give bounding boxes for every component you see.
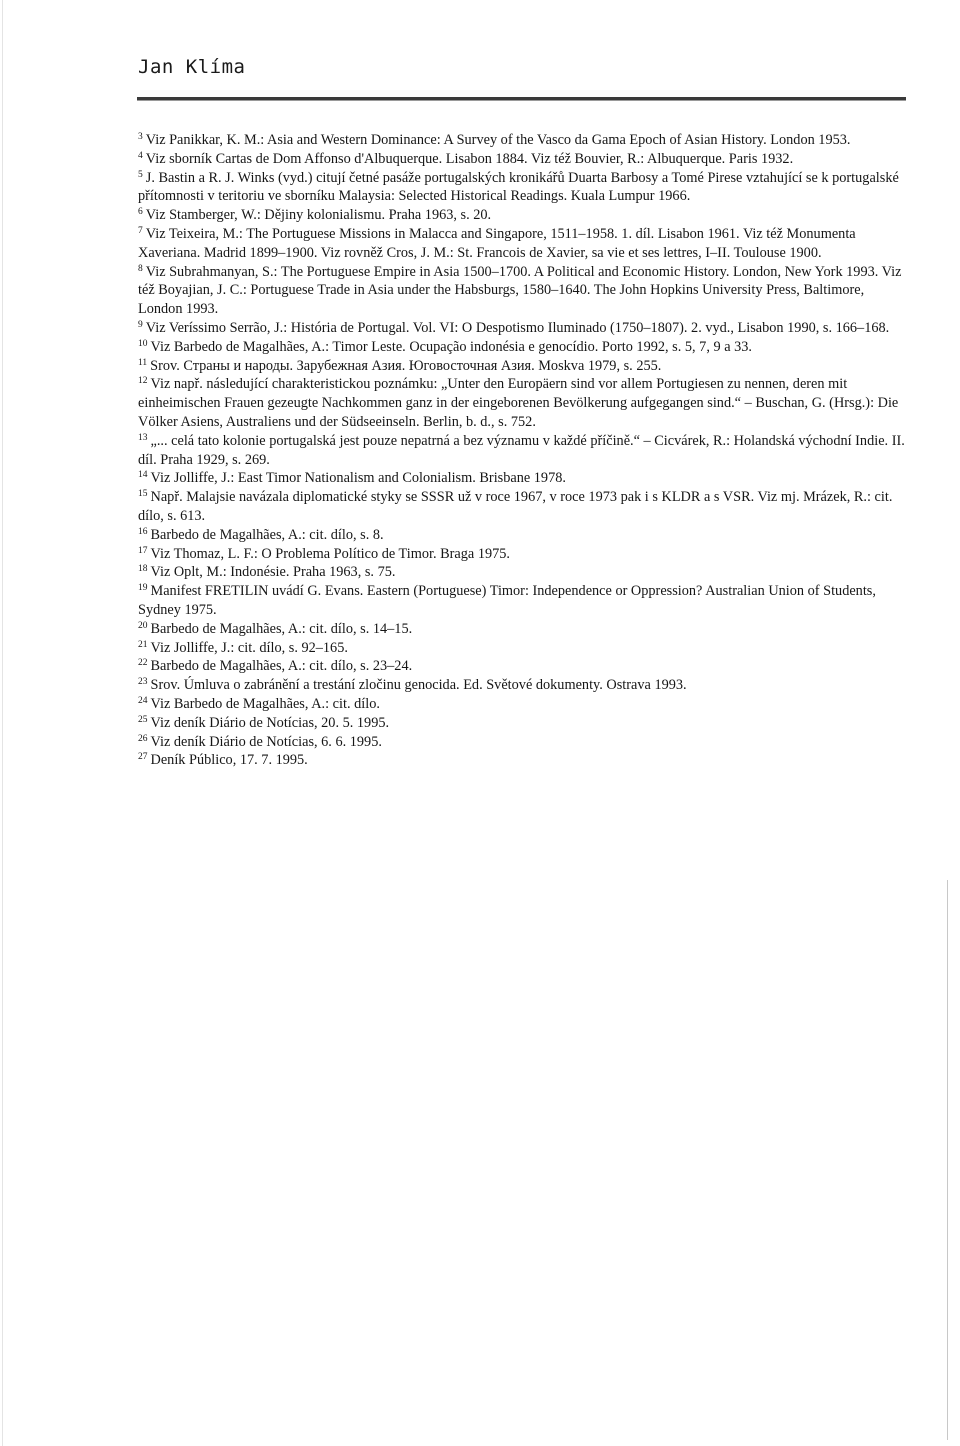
footnote-text: Viz deník Diário de Notícias, 6. 6. 1995.: [150, 733, 382, 750]
header-rule: [137, 97, 906, 100]
footnote-text: Manifest FRETILIN uvádí G. Evans. Eastern (Portuguese) Timor: Independence or Oppression? Australian Union of Students, Sydney 1975.: [138, 583, 876, 618]
footnote: [138, 469, 906, 488]
footnote: [138, 206, 906, 225]
footnote-number: 27: [138, 752, 148, 763]
footnote: [138, 695, 906, 714]
footnote: [138, 319, 906, 338]
footnote: [138, 639, 906, 658]
footnote-text: Viz deník Diário de Notícias, 20. 5. 1995.: [150, 714, 390, 731]
footnote-number: 12: [138, 376, 148, 387]
footnote-text: Viz Barbedo de Magalhães, A.: Timor Leste. Ocupação indonésia e genocídio. Porto 1992, s. 5, 7, 9 a 33.: [150, 338, 752, 355]
scan-edge-right: [947, 880, 948, 1440]
footnote: [138, 357, 906, 376]
footnote-number: 10: [138, 338, 148, 349]
footnote-text: Viz Teixeira, M.: The Portuguese Missions in Malacca and Singapore, 1511–1958. 1. díl. Lisabon 1961. Viz též Monumenta Xaveriana. Madrid 1899–1900. Viz rovněž Cros, J. M.: St. Francois de Xavier, sa vie et ses lettres, I–II. Toulouse 1900.: [138, 225, 856, 261]
footnote: [138, 676, 906, 695]
footnote-text: Viz Stamberger, W.: Dějiny kolonialismu. Praha 1963, s. 20.: [145, 207, 492, 224]
footnote-number: 19: [138, 583, 148, 594]
footnote-number: 20: [138, 620, 148, 631]
footnote-text: J. Bastin a R. J. Winks (vyd.) citují četné pasáže portugalských kronikářů Duarta Barbosy a Tomé Pirese vztahující se k portugalské přítomnosti v teritoriu ve sborníku Malaysia: Selected Historical Readings. Kuala Lumpur 1966.: [138, 169, 899, 205]
footnote: [138, 169, 906, 207]
footnote: [138, 338, 906, 357]
footnote: [138, 131, 906, 150]
footnote-text: Viz Thomaz, L. F.: O Problema Político de Timor. Braga 1975.: [150, 545, 511, 562]
footnote: [138, 545, 906, 564]
footnote-text: Viz Veríssimo Serrão, J.: História de Portugal. Vol. VI: O Despotismo Iluminado (1750–1807). 2. vyd., Lisabon 1990, s. 166–168.: [145, 319, 890, 336]
footnote-number: 7: [138, 225, 143, 236]
footnote-text: Srov. Страны и народы. Зарубежная Азия. Юговосточная Азия. Moskva 1979, s. 255.: [150, 357, 662, 374]
footnote-text: Barbedo de Magalhães, A.: cit. dílo, s. 8.: [150, 526, 384, 543]
footnote-number: 11: [138, 357, 148, 368]
footnote-number: 21: [138, 639, 148, 650]
footnote: [138, 620, 906, 639]
footnote-text: Viz Panikkar, K. M.: Asia and Western Dominance: A Survey of the Vasco da Gama Epoch of Asian History. London 1953.: [145, 132, 851, 148]
footnote-text: Deník Público, 17. 7. 1995.: [150, 752, 308, 769]
footnote-number: 5: [138, 169, 143, 180]
footnote-text: Viz sborník Cartas de Dom Affonso d'Albuquerque. Lisabon 1884. Viz též Bouvier, R.: Albuquerque. Paris 1932.: [145, 150, 794, 167]
footnote-text: Např. Malajsie navázala diplomatické styky se SSSR už v roce 1967, v roce 1973 pak i s KLDR a s VSR. Viz mj. Mrázek, R.: cit. dílo, s. 613.: [138, 489, 893, 524]
footnote: [138, 657, 906, 676]
footnote-text: Viz např. následující charakteristickou poznámku: „Unter den Europäern sind vor allem Portugiesen zu nennen, deren mit einheimischen Frauen gezeugte Nachkommen ganz in der eingeborenen Bevölkerung aufgegangen sind.“ – Buschan, G. (Hrsg.): Die Völker Asiens, Australiens und der Südseeinseln. Berlin, b. d., s. 752.: [138, 376, 899, 430]
footnote-number: 24: [138, 695, 148, 706]
footnote: [138, 432, 906, 470]
footnote-text: Srov. Úmluva o zabránění a trestání zločinu genocida. Ed. Světové dokumenty. Ostrava 1993.: [150, 677, 687, 694]
footnote: [138, 714, 906, 733]
footnote: [138, 263, 906, 319]
footnote: [138, 751, 906, 770]
footnote-text: Viz Subrahmanyan, S.: The Portuguese Empire in Asia 1500–1700. A Political and Economic History. London, New York 1993. Viz též Boyajian, J. C.: Portuguese Trade in Asia under the Habsburgs, 1580–1640. The John Hopkins University Press, Baltimore, London 1993.: [138, 263, 902, 318]
footnote: [138, 488, 906, 526]
footnote: [138, 150, 906, 169]
footnote-number: 14: [138, 470, 148, 481]
footnote-number: 26: [138, 733, 148, 744]
footnotes-list: [138, 131, 906, 770]
footnote-number: 23: [138, 677, 148, 688]
footnote: [138, 225, 906, 263]
footnote-number: 4: [138, 150, 143, 161]
footnote-number: 18: [138, 564, 148, 575]
footnote-number: 22: [138, 658, 148, 669]
footnote-number: 6: [138, 207, 143, 218]
footnote: [138, 375, 906, 431]
footnote: [138, 733, 906, 752]
footnote-number: 15: [138, 489, 148, 500]
footnote-number: 9: [138, 319, 143, 330]
scan-edge-left: [2, 0, 3, 1446]
footnote-text: Viz Jolliffe, J.: cit. dílo, s. 92–165.: [150, 639, 348, 656]
running-header-author: Jan Klíma: [138, 56, 246, 78]
footnote-text: Viz Oplt, M.: Indonésie. Praha 1963, s. 75.: [150, 564, 396, 581]
footnote-number: 3: [138, 132, 143, 142]
footnote-text: Viz Barbedo de Magalhães, A.: cit. dílo.: [150, 695, 380, 712]
footnote-number: 16: [138, 526, 148, 537]
footnote-number: 25: [138, 714, 148, 725]
footnote-number: 17: [138, 545, 148, 556]
footnote: [138, 582, 906, 620]
footnote-text: Barbedo de Magalhães, A.: cit. dílo, s. 14–15.: [150, 620, 413, 637]
footnote-text: „... celá tato kolonie portugalská jest pouze nepatrná a bez významu v každé příčině.“ – Cicvárek, R.: Holandská východní Indie. II. díl. Praha 1929, s. 269.: [138, 432, 905, 468]
footnote-number: 13: [138, 432, 148, 443]
footnote: [138, 526, 906, 545]
footnote-text: Viz Jolliffe, J.: East Timor Nationalism and Colonialism. Brisbane 1978.: [150, 470, 566, 487]
footnote-text: Barbedo de Magalhães, A.: cit. dílo, s. 23–24.: [150, 658, 413, 675]
footnote: [138, 563, 906, 582]
footnote-number: 8: [138, 263, 143, 274]
